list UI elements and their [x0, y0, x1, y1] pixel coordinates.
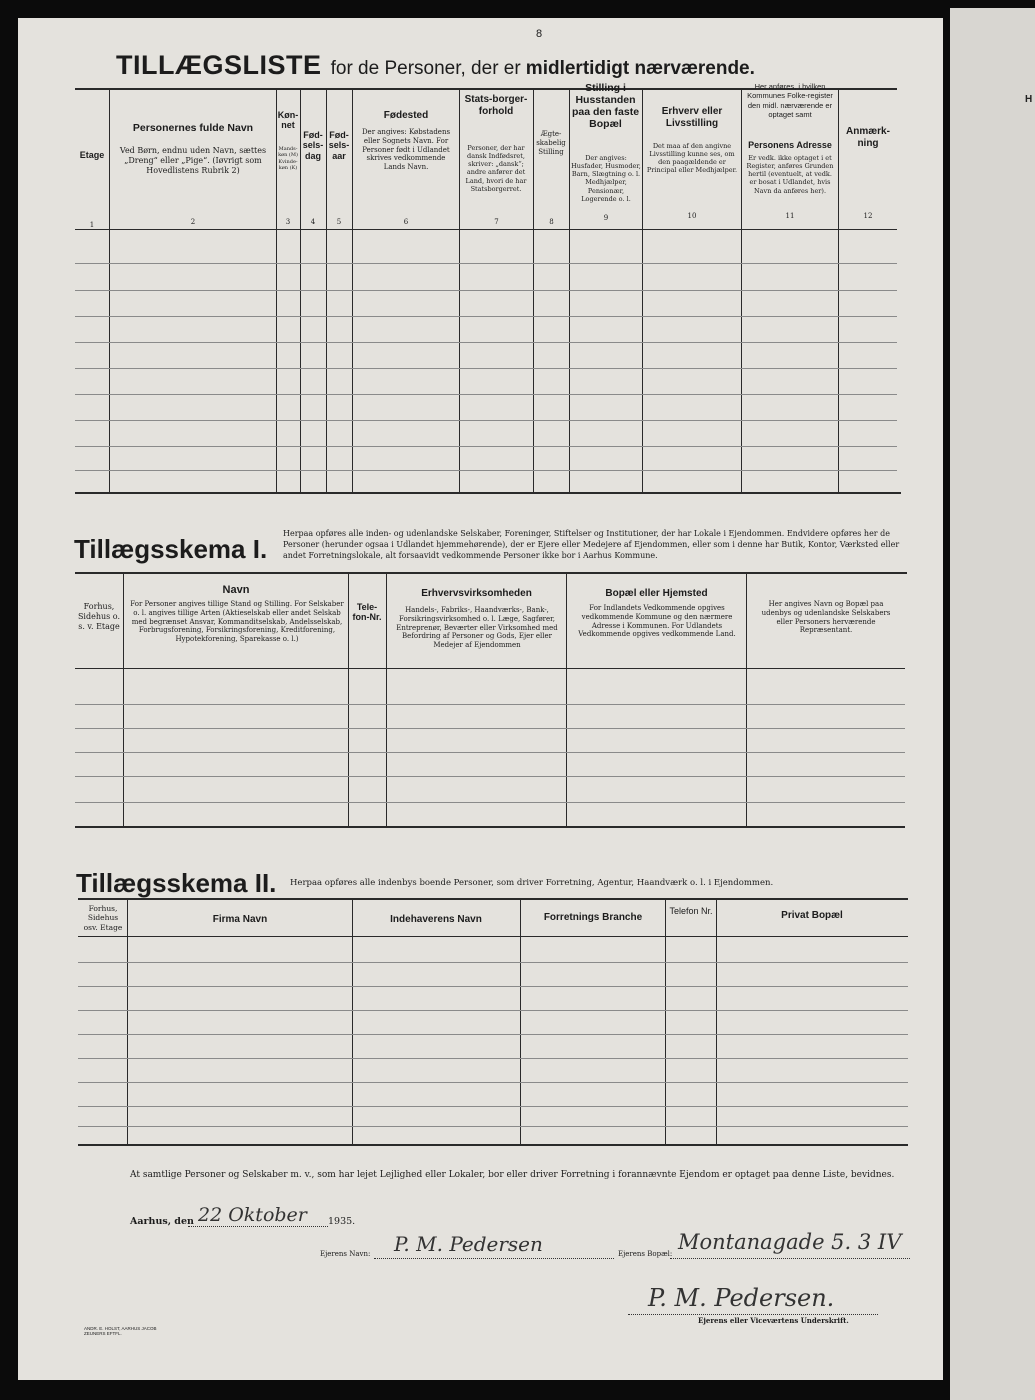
col-num: 8 — [549, 218, 554, 226]
s2-col-firma: Firma Navn — [212, 914, 268, 925]
col-head-foedselsdag: Fød-sels-dag — [302, 130, 324, 161]
row-rule — [78, 986, 908, 987]
s1-col-sub-bopael: For Indlandets Vedkommende opgives vedkommende Kommune og den nærmere Adresse i Kommunen. For Udlandets Vedkommende opgives vedkommende Land. — [578, 604, 736, 639]
row-rule — [75, 420, 897, 421]
row-rule — [78, 1106, 908, 1107]
printer-mark: ANDR. E. HOLST, AARHUS JACOB ZEUNERS EFTFL. — [84, 1326, 157, 1336]
col-divider — [566, 573, 567, 827]
col-divider — [386, 573, 387, 827]
row-rule — [78, 1058, 908, 1059]
certification-text: At samtlige Personer og Selskaber m. v., som har lejet Lejlighed eller Lokaler, bor eller driver Forretning i forannævnte Ejendom er optaget paa denne Liste, bevidnes. — [130, 1170, 895, 1180]
col-sub-adresse: Er vedk. ikke optaget i et Register, anføres Grunden hertil (eventuelt, at vedk. er bosat i Udlandet, hvis Navn da anføres her). — [746, 154, 834, 195]
skema2-intro: Herpaa opføres alle indenbys boende Personer, som driver Forretning, Agentur, Haandværk o. l. i Ejendommen. — [290, 878, 774, 888]
col-sub-stilling: Der angives: Husfader, Husmoder, Barn, Slægtning o. l. Medhjælper, Pensionær, Logerende o. l. — [571, 154, 641, 203]
row-rule — [78, 1082, 908, 1083]
s1-col-sub-repraesentant: Her angives Navn og Bopæl paa udenbys og udenlandske Selskabers eller Personers herværende Repræsentant. — [761, 600, 891, 635]
s1-col-head-navn: Navn — [222, 584, 250, 596]
owner-name-handwritten: P. M. Pedersen — [394, 1232, 543, 1256]
s2-col-branche: Forretnings Branche — [543, 912, 643, 923]
s2-col-telefon: Telefon Nr. — [669, 906, 713, 916]
owner-address-label: Ejerens Bopæl: — [618, 1250, 673, 1258]
col-sub-name: Ved Børn, endnu uden Navn, sættes „Dreng“ eller „Pige“. (Iøvrigt som Hovedlistens Rubrik 2) — [119, 146, 267, 175]
row-rule — [75, 728, 905, 729]
date-rule — [188, 1226, 328, 1228]
col-head-foedested: Fødested — [383, 110, 429, 121]
col-pre-adresse: Her anføres, i hvilken Kommunes Folke-register den midl. nærværende er optaget samt — [747, 82, 833, 120]
form-page — [18, 18, 943, 1380]
col-divider — [127, 899, 128, 1145]
skema2-title: Tillægsskema II. — [76, 868, 277, 898]
owner-address-rule — [670, 1258, 910, 1260]
rule — [75, 668, 905, 669]
col-divider — [520, 899, 521, 1145]
row-rule — [75, 263, 897, 264]
col-head-etage: Etage — [79, 150, 105, 160]
row-rule — [78, 1010, 908, 1011]
rule — [75, 229, 897, 230]
col-num: 6 — [403, 218, 409, 226]
col-divider — [123, 573, 124, 827]
col-num: 9 — [603, 214, 609, 222]
col-sub-erhverv: Det maa af den angivne Livsstilling kunne ses, om den paagældende er Principal eller Medhjælper. — [646, 142, 738, 175]
place-label: Aarhus, den — [130, 1216, 194, 1227]
col-head-adresse: Personens Adresse — [748, 140, 832, 150]
row-rule — [78, 962, 908, 963]
row-rule — [75, 704, 905, 705]
row-rule — [75, 394, 897, 395]
col-head-stilling: Stilling i Husstanden paa den faste Bopæl — [571, 82, 640, 131]
rule — [75, 492, 901, 494]
list-title — [116, 50, 755, 81]
col-head-statsborger: Stats-borger-forhold — [464, 94, 528, 117]
skema1-title: Tillægsskema I. — [74, 534, 268, 564]
page-number: 8 — [536, 28, 543, 40]
col-divider — [665, 899, 666, 1145]
row-rule — [75, 802, 905, 803]
signature-handwritten: P. M. Pedersen. — [648, 1284, 835, 1312]
row-rule — [75, 470, 897, 471]
col-head-erhverv: Erhverv eller Livsstilling — [661, 106, 723, 129]
col-num: 12 — [863, 212, 873, 220]
col-sub-foedested: Der angives: Købstadens eller Sognets Navn. For Personer født i Udlandet skrives vedkommende Lands Navn. — [361, 128, 451, 171]
row-rule — [75, 446, 897, 447]
col-num: 3 — [285, 218, 291, 226]
s1-col-head-erhverv: Erhvervsvirksomheden — [421, 588, 532, 599]
list-title-big: TILLÆGSLISTE — [116, 50, 322, 80]
s2-col-bopael: Privat Bopæl — [781, 910, 843, 921]
facing-page-edge — [950, 8, 1035, 1400]
row-rule — [75, 290, 897, 291]
list-title-bold: midlertidigt nærværende. — [525, 58, 755, 79]
list-title-rest: for de Personer, der er — [330, 58, 521, 79]
col-num: 11 — [785, 212, 795, 220]
col-sub-statsborger: Personer, der har dansk Indfødsret, skriver: „dansk“; andre anfører det Land, hvori de har Statsborgerret. — [465, 144, 527, 193]
row-rule — [75, 776, 905, 777]
rule — [78, 898, 908, 900]
facing-page-letter: H — [1025, 94, 1033, 105]
col-num: 5 — [336, 218, 342, 226]
col-divider — [352, 899, 353, 1145]
col-num: 1 — [89, 221, 95, 229]
s1-col-head-bopael: Bopæl eller Hjemsted — [605, 588, 708, 599]
owner-name-label: Ejerens Navn: — [320, 1250, 371, 1258]
col-num: 10 — [687, 212, 697, 220]
s1-col-sub-navn: For Personer angives tillige Stand og Stilling. For Selskaber o. l. angives tillige Arten (Aktieselskab eller andet Selskab med begrænset Ansvar, Kommanditselskab, Andelsselskab, Forbrugsforening, Forsikringsforening, Kreditforening, Hypotekforening, Sparekasse o. l.) — [130, 600, 344, 643]
s2-col-indehaver: Indehaverens Navn — [390, 914, 482, 925]
s2-col-etage: Forhus, Sidehus osv. Etage — [83, 904, 123, 932]
col-head-anmaerkning: Anmærk-ning — [846, 126, 890, 149]
row-rule — [75, 316, 897, 317]
year-label: 1935. — [328, 1216, 356, 1227]
row-rule — [75, 368, 897, 369]
date-handwritten: 22 Oktober — [198, 1204, 307, 1226]
row-rule — [78, 1034, 908, 1035]
s1-col-sub-erhverv: Handels-, Fabriks-, Haandværks-, Bank-, Forsikringsvirksomhed o. l. Læge, Sagfører, Entreprenør, Beværter eller Virksomhed med Befordring af Personer og Gods, Ejer eller Medejer af Ejendommen — [396, 606, 558, 649]
col-num: 2 — [190, 218, 196, 226]
col-sub-koen: Mands-køn (M) Kvinde-køn (K) — [278, 146, 298, 171]
rule — [75, 826, 905, 828]
col-head-foedselsaar: Fød-sels-aar — [328, 130, 350, 161]
s1-col-head-telefon: Tele-fon-Nr. — [352, 602, 382, 623]
row-rule — [75, 342, 897, 343]
rule — [75, 572, 907, 574]
rule — [78, 1144, 908, 1146]
col-divider — [746, 573, 747, 827]
skema1-intro: Herpaa opføres alle inden- og udenlandske Selskaber, Foreninger, Stiftelser og Institutioner, der har Lokale i Ejendommen. Endvidere opføres her de Personer (herunder ogsaa i Udlandet hjemmehørende), der er Ejere eller Medejere af Ejendommen, eller som i denne har Butik, Kontor, Værksted eller andet Forretningslokale, alt forsaavidt vedkommende Personer ikke bor i Aarhus Kommune. — [283, 529, 900, 561]
col-sub-aegteskab: Ægte-skabelig Stilling — [536, 130, 566, 156]
col-divider — [716, 899, 717, 1145]
row-rule — [78, 1126, 908, 1127]
col-num: 4 — [310, 218, 316, 226]
signature-label: Ejerens eller Viceværtens Underskrift. — [698, 1316, 849, 1325]
col-head-name: Personernes fulde Navn — [132, 122, 254, 134]
row-rule — [75, 752, 905, 753]
col-head-koen: Køn-net — [277, 110, 299, 131]
rule — [78, 936, 908, 937]
owner-address-handwritten: Montanagade 5. 3 IV — [678, 1230, 902, 1254]
col-num: 7 — [494, 218, 499, 226]
owner-name-rule — [374, 1258, 614, 1260]
s1-col-etage: Forhus, Sidehus o. s. v. Etage — [77, 602, 121, 631]
